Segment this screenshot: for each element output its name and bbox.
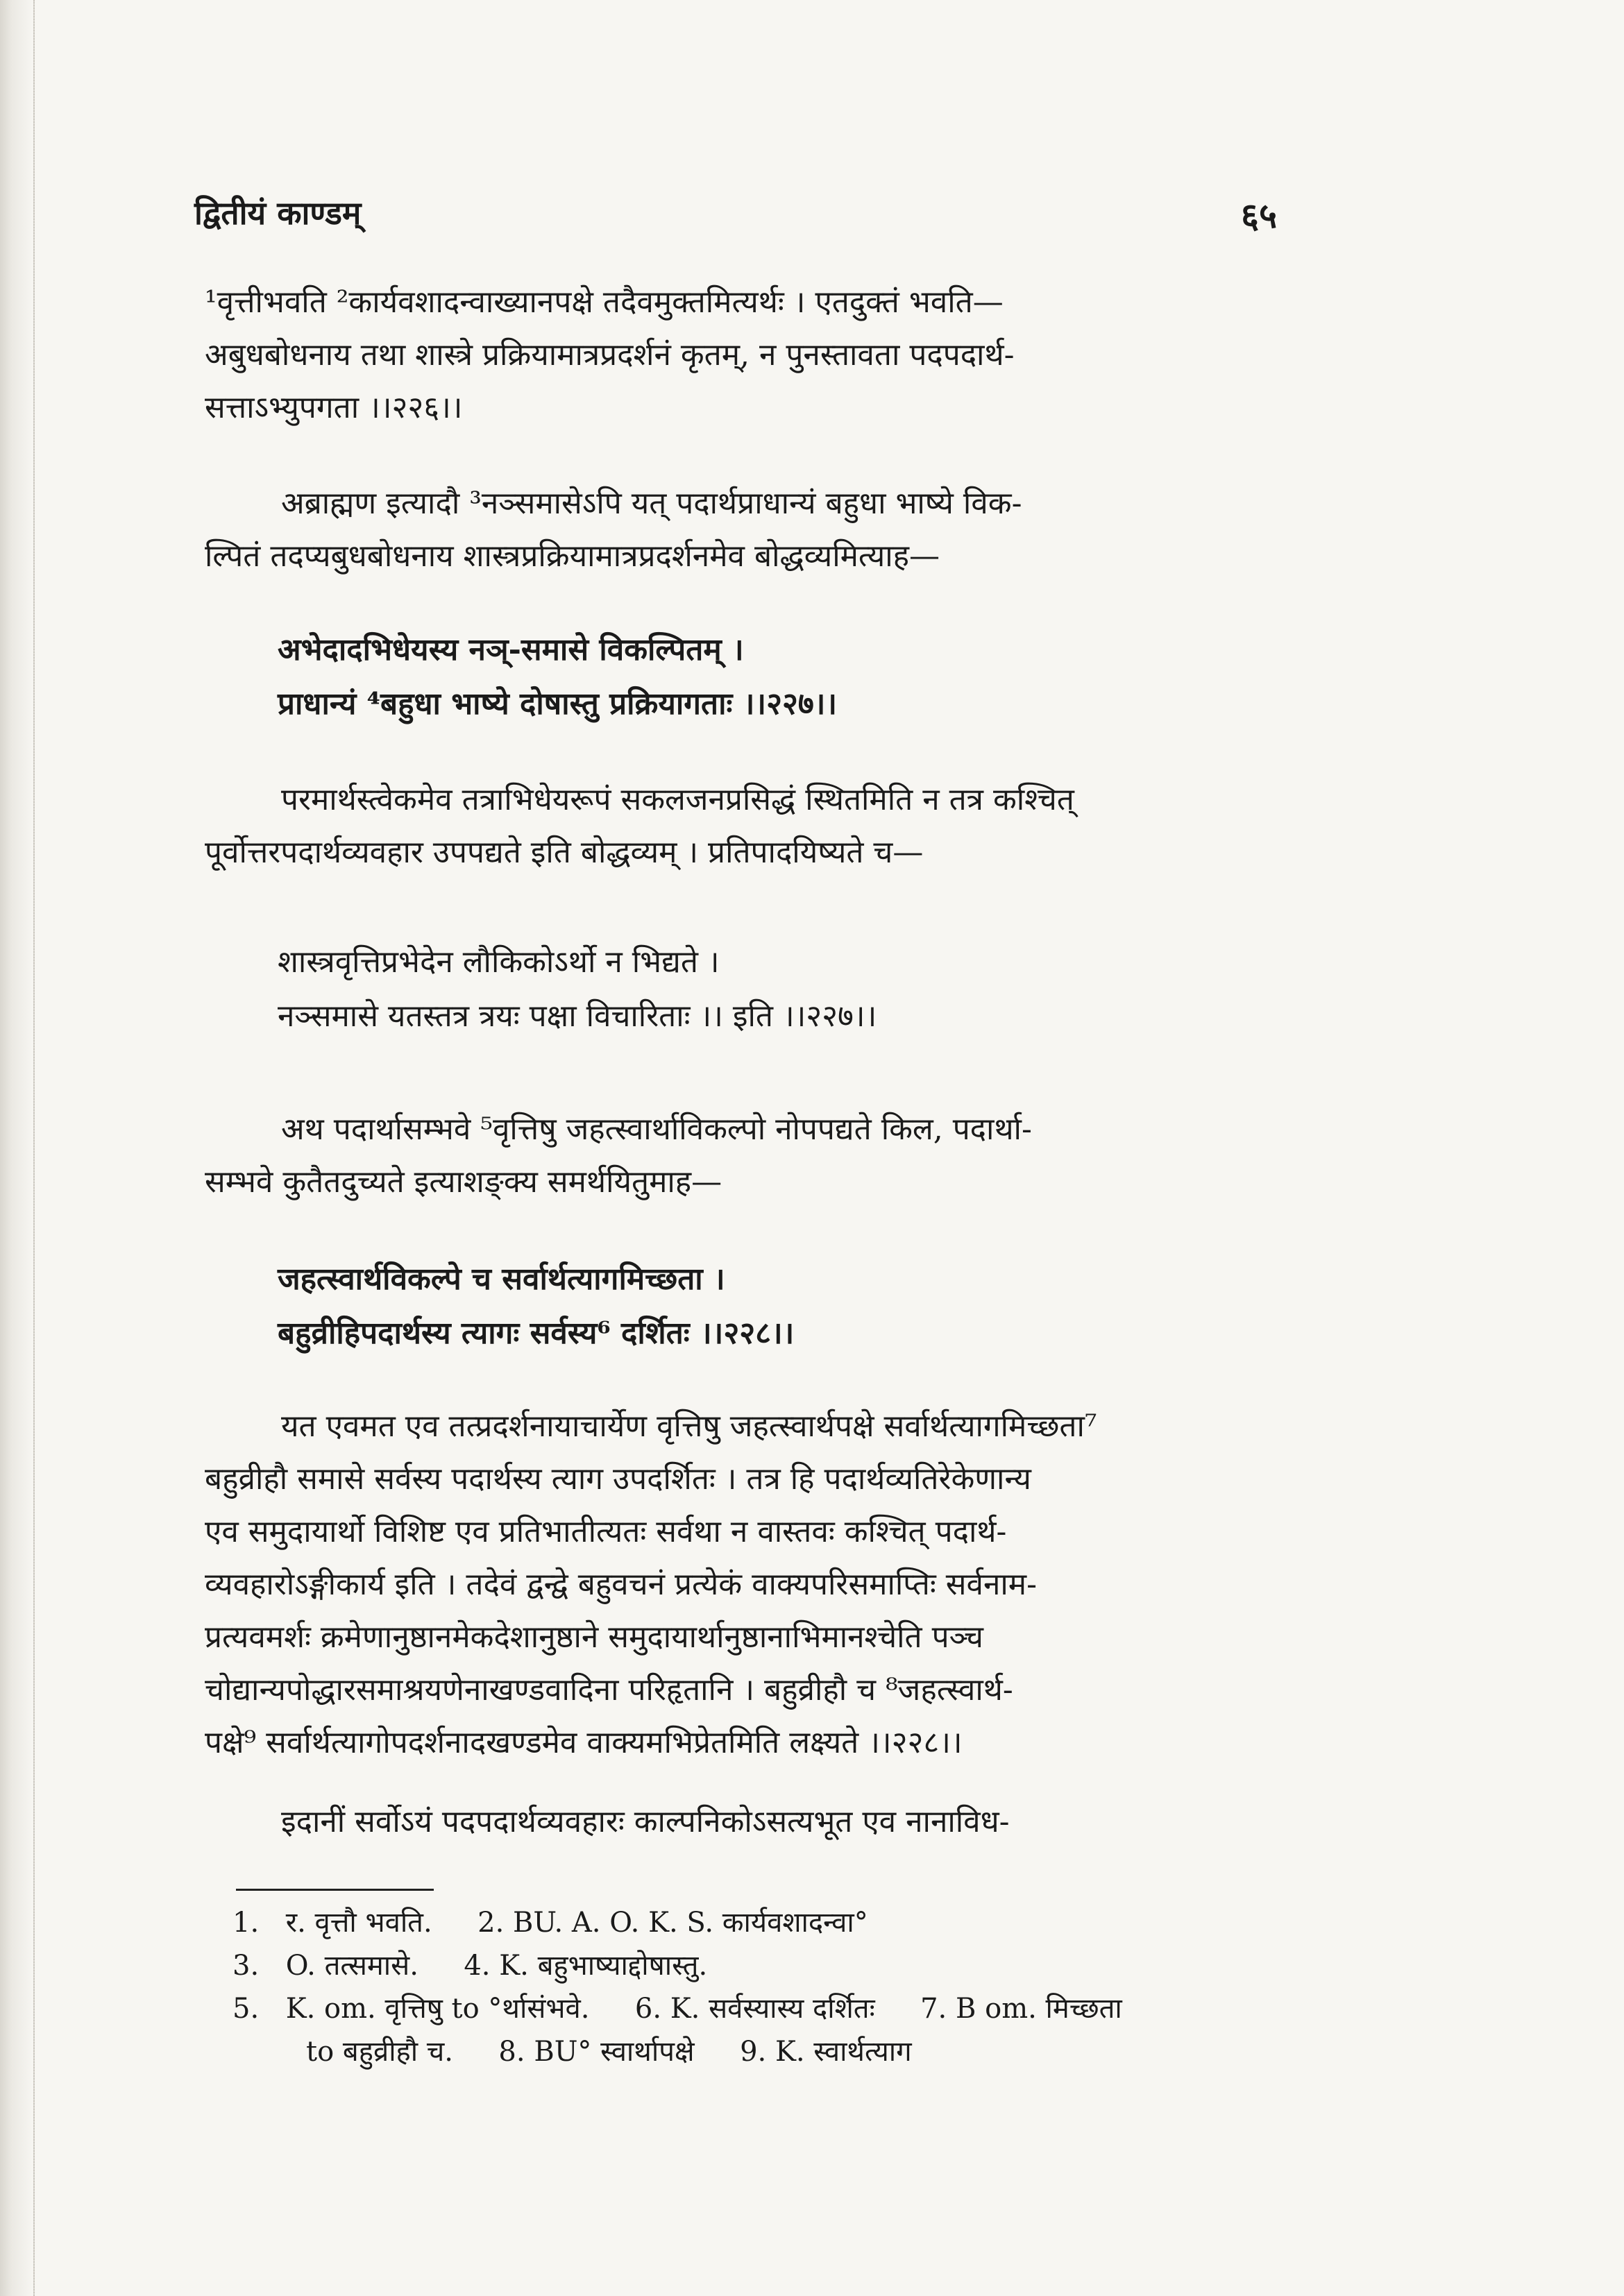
text-line: ¹वृत्तीभवति ²कार्यवशादन्वाख्यानपक्षे तदैवमुक्तमित्यर्थः । एतदुक्तं भवति— — [205, 284, 1004, 320]
footnote-line — [232, 1944, 1343, 1987]
footnote-text: K. सर्वस्यास्य दर्शितः — [670, 1993, 875, 2025]
verse-line: प्राधान्यं ⁴बहुधा भाष्ये दोषास्तु प्रक्रियागताः ।।२२७।। — [278, 686, 838, 722]
karika-verse — [278, 623, 1249, 731]
footnote-number: 6. — [634, 1993, 662, 2025]
commentary-paragraph — [205, 1796, 1308, 1848]
footnote-divider — [236, 1889, 434, 1891]
footnote-line — [232, 2030, 1343, 2073]
footnote-number: 5. — [232, 1993, 260, 2025]
footnote-text: BU° स्वार्थापक्षे — [534, 2036, 695, 2068]
commentary-paragraph — [205, 1103, 1308, 1209]
text-line: सम्भवे कुतैतदुच्यते इत्याशङ्क्य समर्थयितुमाह— — [205, 1164, 722, 1200]
text-line: यत एवमत एव तत्प्रदर्शनायाचार्येण वृत्तिषु जहत्स्वार्थपक्षे सर्वार्थत्यागमिच्छता⁷ — [281, 1409, 1097, 1444]
footnote-number: 2. — [477, 1907, 505, 1939]
text-line: इदानीं सर्वोऽयं पदपदार्थव्यवहारः काल्पनिकोऽसत्यभूत एव नानाविध- — [281, 1804, 1010, 1839]
footnote-text: to बहुव्रीहौ च. — [306, 2036, 453, 2068]
text-line: चोद्यान्यपोद्धारसमाश्रयणेनाखण्डवादिना परिहृतानि । बहुव्रीहौ च ⁸जहत्स्वार्थ- — [205, 1672, 1013, 1708]
verse-line: शास्त्रवृत्तिप्रभेदेन लौकिकोऽर्थो न भिद्यते । — [278, 944, 720, 980]
text-line: बहुव्रीहौ समासे सर्वस्य पदार्थस्य त्याग उपदर्शितः । तत्र हि पदार्थव्यतिरेकेणान्य — [205, 1461, 1031, 1497]
footnote-line — [232, 1901, 1343, 1944]
text-line: सत्ताऽभ्युपगता ।।२२६।। — [205, 390, 463, 425]
text-line: पक्षे⁹ सर्वार्थत्यागोपदर्शनादखण्डमेव वाक्यमभिप्रेतमिति लक्ष्यते ।।२२८।। — [205, 1725, 963, 1760]
footnote-line — [232, 1987, 1343, 2030]
verse-line: बहुव्रीहिपदार्थस्य त्यागः सर्वस्य⁶ दर्शितः ।।२२८।। — [278, 1316, 795, 1351]
footnotes — [232, 1901, 1343, 2073]
footnote-number: 1. — [232, 1907, 260, 1939]
text-line: अबुधबोधनाय तथा शास्त्रे प्रक्रियामात्रप्रदर्शनं कृतम्, न पुनस्तावता पदपदार्थ- — [205, 337, 1015, 373]
book-spine-shadow — [0, 0, 35, 2296]
commentary-paragraph — [205, 774, 1308, 879]
footnote-number: 4. — [464, 1950, 491, 1982]
commentary-paragraph — [205, 1400, 1308, 1769]
footnote-number: 8. — [498, 2036, 525, 2068]
footnote-text: K. बहुभाष्याद्दोषास्तु. — [499, 1950, 708, 1982]
footnote-text: B om. मिच्छता — [956, 1993, 1122, 2025]
text-line: एव समुदायार्थो विशिष्ट एव प्रतिभातीत्यतः सर्वथा न वास्तवः कश्चित् पदार्थ- — [205, 1514, 1007, 1549]
text-line: परमार्थस्त्वेकमेव तत्राभिधेयरूपं सकलजनप्रसिद्धं स्थितमिति न तत्र कश्चित् — [281, 782, 1074, 817]
verse-line: जहत्स्वार्थविकल्पे च सर्वार्थत्यागमिच्छता । — [278, 1261, 725, 1297]
text-line: व्यवहारोऽङ्गीकार्य इति । तदेवं द्वन्द्वे बहुवचनं प्रत्येकं वाक्यपरिसमाप्तिः सर्वनाम- — [205, 1567, 1037, 1602]
commentary-paragraph — [205, 276, 1308, 434]
footnote-number: 7. — [920, 1993, 947, 2025]
text-line: ल्पितं तदप्यबुधबोधनाय शास्त्रप्रक्रियामात्रप्रदर्शनमेव बोद्धव्यमित्याह— — [205, 538, 940, 574]
verse-line: नञ्समासे यतस्तत्र त्रयः पक्षा विचारिताः ।। इति ।।२२७।। — [278, 998, 877, 1034]
page-number: ६५ — [1241, 195, 1277, 236]
text-line: प्रत्यवमर्शः क्रमेणानुष्ठानमेकदेशानुष्ठाने समुदायार्थानुष्ठानाभिमानश्चेति पञ्च — [205, 1619, 983, 1655]
footnote-text: K. om. वृत्तिषु to °र्थासंभवे. — [285, 1993, 590, 2025]
footnote-number: 9. — [740, 2036, 767, 2068]
karika-verse — [278, 1252, 1249, 1361]
page-header — [194, 191, 1277, 253]
section-title: द्वितीयं काण्डम् — [194, 194, 362, 232]
footnote-text: O. तत्समासे. — [285, 1950, 418, 1982]
text-line: अथ पदार्थासम्भवे ⁵वृत्तिषु जहत्स्वार्थाविकल्पो नोपपद्यते किल, पदार्था- — [281, 1112, 1032, 1147]
footnote-text: BU. A. O. K. S. कार्यवशादन्वा° — [513, 1907, 868, 1939]
quoted-verse — [278, 935, 1249, 1044]
footnote-number: 3. — [232, 1950, 260, 1982]
verse-line: अभेदादभिधेयस्य नञ्-समासे विकल्पितम् । — [278, 632, 744, 667]
footnote-text: K. स्वार्थत्याग — [775, 2036, 912, 2068]
commentary-paragraph — [205, 477, 1308, 583]
text-line: पूर्वोत्तरपदार्थव्यवहार उपपद्यते इति बोद्धव्यम् । प्रतिपादयिष्यते च— — [205, 835, 924, 870]
footnote-text: र. वृत्तौ भवति. — [285, 1907, 432, 1939]
text-line: अब्राह्मण इत्यादौ ³नञ्समासेऽपि यत् पदार्थप्राधान्यं बहुधा भाष्ये विक- — [281, 486, 1022, 521]
